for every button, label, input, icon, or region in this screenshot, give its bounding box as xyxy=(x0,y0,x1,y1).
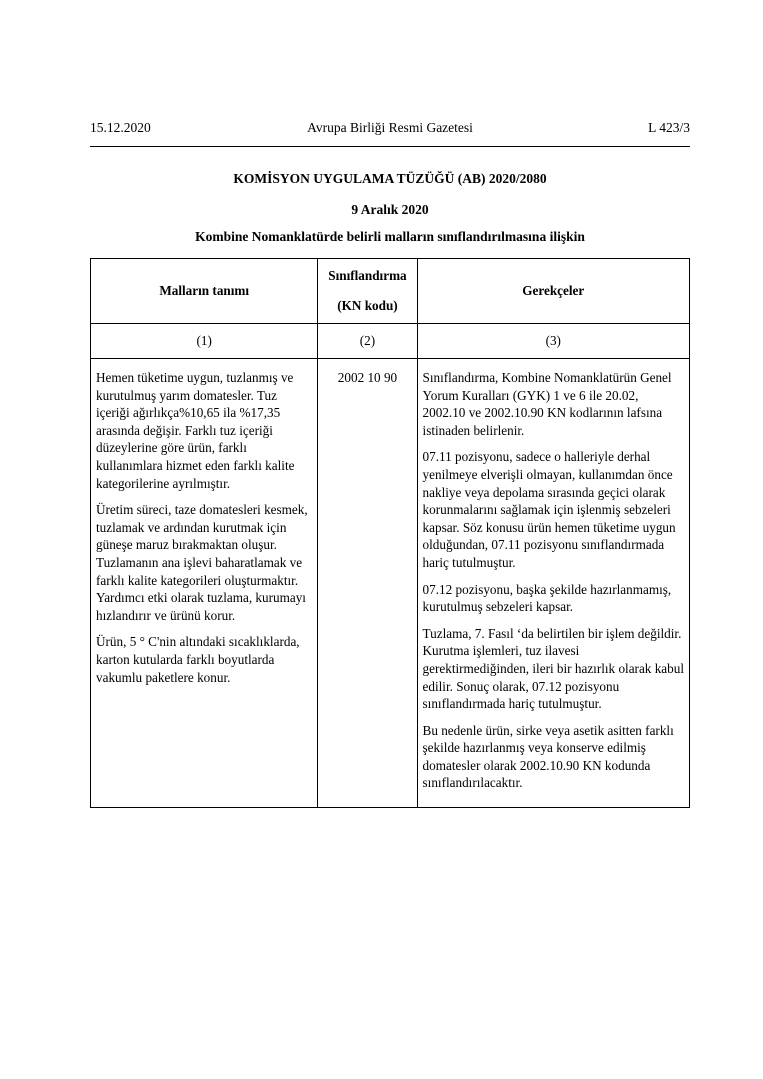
header-date: 15.12.2020 xyxy=(90,120,151,135)
description-paragraph: Hemen tüketime uygun, tuzlanmış ve kurutulmuş yarım domatesler. Tuz içeriği ağırlıkça%10,65 ila %17,35 arasında değişir. Farklı tuz içeriği düzeylerine göre ürün, farklı kullanımlara hizmet eden farklı kalite kategorilerine ayrılmıştır. xyxy=(96,370,295,491)
header-kn-code-label: (KN kodu) xyxy=(337,298,398,313)
header-description: Malların tanımı xyxy=(91,259,318,324)
classification-table xyxy=(90,258,690,808)
kn-code-cell: 2002 10 90 xyxy=(318,359,417,808)
column-number-2: (2) xyxy=(318,324,417,359)
reason-paragraph: Bu nedenle ürün, sirke veya asetik asitten farklı şekilde hazırlanmış veya konserve edilmiş domatesler olarak 2002.10.90 KN kodunda sınıflandırılacaktır. xyxy=(422,722,674,791)
header-classification xyxy=(318,259,417,324)
table-number-row xyxy=(91,324,690,359)
description-cell xyxy=(91,359,318,808)
table-row xyxy=(91,359,690,808)
reason-paragraph: 07.12 pozisyonu, başka şekilde hazırlanmamış, kurutulmuş sebzeleri kapsar. xyxy=(422,581,672,615)
header-rule xyxy=(90,146,690,147)
reason-paragraph: 07.11 pozisyonu, sadece o halleriyle derhal yenilmeye elverişli olmayan, kullanımdan önce nakliye veya depolama sırasında geçici olarak korunmalarını sağlamak için işlenmiş sebzeleri kapsar. Söz konusu ürün hemen tüketime uygun olduğundan, 07.11 pozisyonu sınıflandırmada hariç tutulmuştur. xyxy=(422,449,676,570)
reason-paragraph: Sınıflandırma, Kombine Nomanklatürün Genel Yorum Kuralları (GYK) 1 ve 6 ile 20.02, 2002.10 ve 2002.10.90 KN kodlarının lafsına istinaden belirlenir. xyxy=(422,370,672,438)
regulation-title: KOMİSYON UYGULAMA TÜZÜĞÜ (AB) 2020/2080 xyxy=(233,171,547,186)
column-number-3: (3) xyxy=(417,324,689,359)
description-paragraph: Ürün, 5 ° C'nin altındaki sıcaklıklarda, karton kutularda farklı boyutlarda vakumlu paketlere konur. xyxy=(96,634,300,685)
reason-paragraph: Tuzlama, 7. Fasıl ‘da belirtilen bir işlem değildir. Kurutma işlemleri, tuz ilavesi gerektirmediğinden, ileri bir hazırlık olarak kabul edilir. Sonuç olarak, 07.12 pozisyonu sınıflandırmada hariç tutulmuştur. xyxy=(422,625,684,712)
header-classification-label: Sınıflandırma xyxy=(328,268,407,283)
regulation-subject: Kombine Nomanklatürde belirli malların sınıflandırılmasına ilişkin xyxy=(195,229,585,244)
header-reasons: Gerekçeler xyxy=(417,259,689,324)
regulation-date: 9 Aralık 2020 xyxy=(351,202,429,217)
description-paragraph: Üretim süreci, taze domatesleri kesmek, tuzlamak ve ardından kurutmak için güneşe maruz bırakmaktan oluşur. Tuzlamanın ana işlevi baharatlamak ve farklı kalite kategorileri oluşturmaktır. Yardımcı etki olarak tuzlama, kurumayı hızlandırır ve ürünü korur. xyxy=(96,502,308,623)
reasons-cell xyxy=(417,359,689,808)
column-number-1: (1) xyxy=(91,324,318,359)
header-page-number: L 423/3 xyxy=(648,120,690,135)
table-header-row xyxy=(91,259,690,324)
header-journal: Avrupa Birliği Resmi Gazetesi xyxy=(307,120,473,135)
